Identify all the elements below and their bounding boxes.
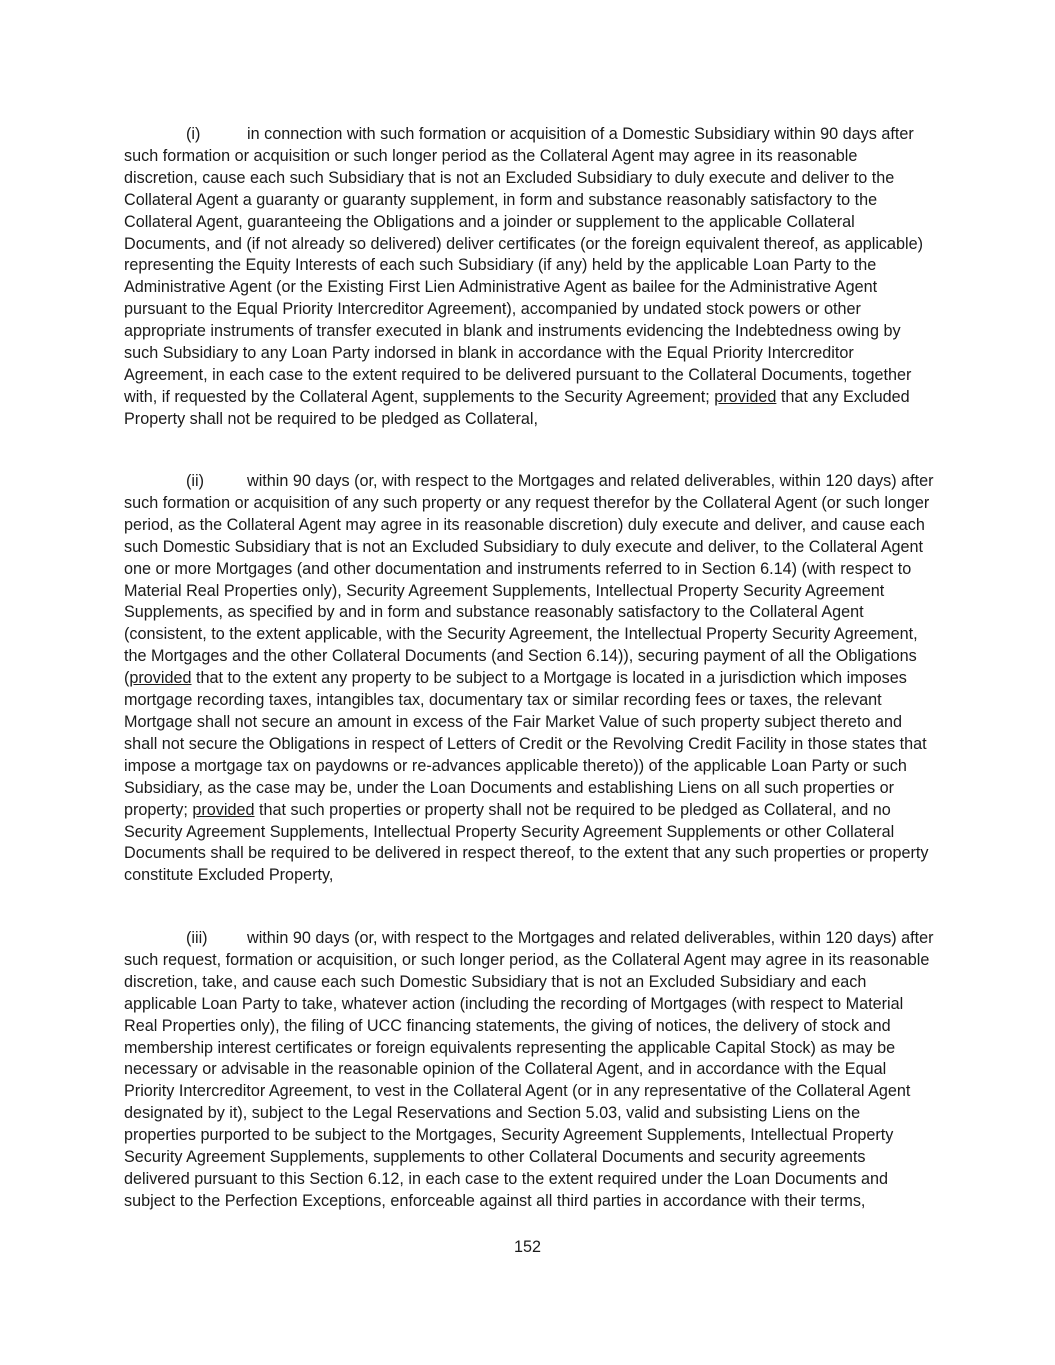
clause-number: (iii) [186, 929, 208, 947]
clause-text: in connection with such formation or acquisition of a Domestic Subsidiary within 90 days after such formation or acquisition or such longer period as the Collateral Agent may agree in its reasonable discretion, cause each such Subsidiary that is not an Excluded Subsidiary to duly execute and deliver to the Collateral Agent a guaranty or guaranty supplement, in form and substance reasonably satisfactory to the Collateral Agent, guaranteeing the Obligations and a joinder or supplement to the applicable Collateral Documents, and (if not already so delivered) deliver certificates (or the foreign equivalent thereof, as applicable) representing the Equity Interests of each such Subsidiary (if any) held by the applicable Loan Party to the Administrative Agent (or the Existing First Lien Administrative Agent as bailee for the Administrative Agent pursuant to the Equal Priority Intercreditor Agreement), accompanied by undated stock powers or other appropriate instruments of transfer executed in blank and instruments evidencing the Indebtedness owing by such Subsidiary to any Loan Party indorsed in blank in accordance with the Equal Priority Intercreditor Agreement, in each case to the extent required to be delivered pursuant to the Collateral Documents, together with, if requested by the Collateral Agent, supplements to the Security Agreement; [124, 125, 924, 406]
clause-text: that such properties or property shall not be required to be pledged as Collateral, and no Security Agreement Supplements, Intellectual Property Security Agreement Supplements or other Collateral Documents shall be required to be delivered in respect thereof, to the extent that any such properties or property constitute Excluded Property, [124, 800, 929, 885]
clause-text: within 90 days (or, with respect to the Mortgages and related deliverables, within 120 days) after such request, formation or acquisition, or such longer period, as the Collateral Agent may agree in its reasonable discretion, take, and cause each such Domestic Subsidiary that is not an Excluded Subsidiary and each applicable Loan Party to take, whatever action (including the recording of Mortgages (with respect to Material Real Properties only), the filing of UCC financing statements, the giving of notices, the delivery of stock and membership interest certificates or foreign equivalents representing the applicable Capital Stock) as may be necessary or advisable in the reasonable opinion of the Collateral Agent, and in accordance with the Equal Priority Intercreditor Agreement, to vest in the Collateral Agent (or in any representative of the Collateral Agent designated by it), subject to the Legal Reservations and Section 5.03, valid and subsisting Liens on the properties purported to be subject to the Mortgages, Security Agreement Supplements, Intellectual Property Security Agreement Supplements, supplements to other Collateral Documents and security agreements delivered pursuant to this Section 6.12, in each case to the extent required under the Loan Documents and subject to the Perfection Exceptions, enforceable against all third parties in accordance with their terms, [124, 929, 934, 1210]
clause-iii [124, 928, 934, 1213]
clause-text: that any Excluded Property shall not be required to be pledged as Collateral, [124, 387, 910, 428]
clause-ii [124, 471, 934, 887]
clause-text: that to the extent any property to be subject to a Mortgage is located in a jurisdiction which imposes mortgage recording taxes, intangibles tax, documentary tax or similar recording fees or taxes, the relevant Mortgage shall not secure an amount in excess of the Fair Market Value of such property subject thereto and shall not secure the Obligations in respect of Letters of Credit or the Revolving Credit Facility in those states that impose a mortgage tax on paydowns or re-advances applicable thereto)) of the applicable Loan Party or such Subsidiary, as the case may be, under the Loan Documents and establishing Liens on all such properties or property; [124, 669, 927, 819]
clause-number: (i) [186, 125, 201, 143]
provided-term: provided [192, 800, 255, 819]
provided-term: provided [129, 669, 192, 688]
provided-term: provided [714, 387, 777, 406]
clause-text: within 90 days (or, with respect to the Mortgages and related deliverables, within 120 days) after such formation or acquisition of any such property or any request therefor by the Collateral Agent (or such longer period, as the Collateral Agent may agree in its reasonable discretion) duly execute and deliver, and cause each such Domestic Subsidiary that is not an Excluded Subsidiary to duly execute and deliver, to the Collateral Agent one or more Mortgages (and other documentation and instruments referred to in Section 6.14) (with respect to Material Real Properties only), Security Agreement Supplements, Intellectual Property Security Agreement Supplements, as specified by and in form and substance reasonably satisfactory to the Collateral Agent (consistent, to the extent applicable, with the Security Agreement, the Intellectual Property Security Agreement, the Mortgages and the other Collateral Documents (and Section 6.14)), securing payment of all the Obligations ( [124, 472, 934, 688]
clause-i [124, 124, 934, 431]
page-number: 152 [513, 1238, 541, 1256]
clause-number: (ii) [186, 472, 204, 490]
